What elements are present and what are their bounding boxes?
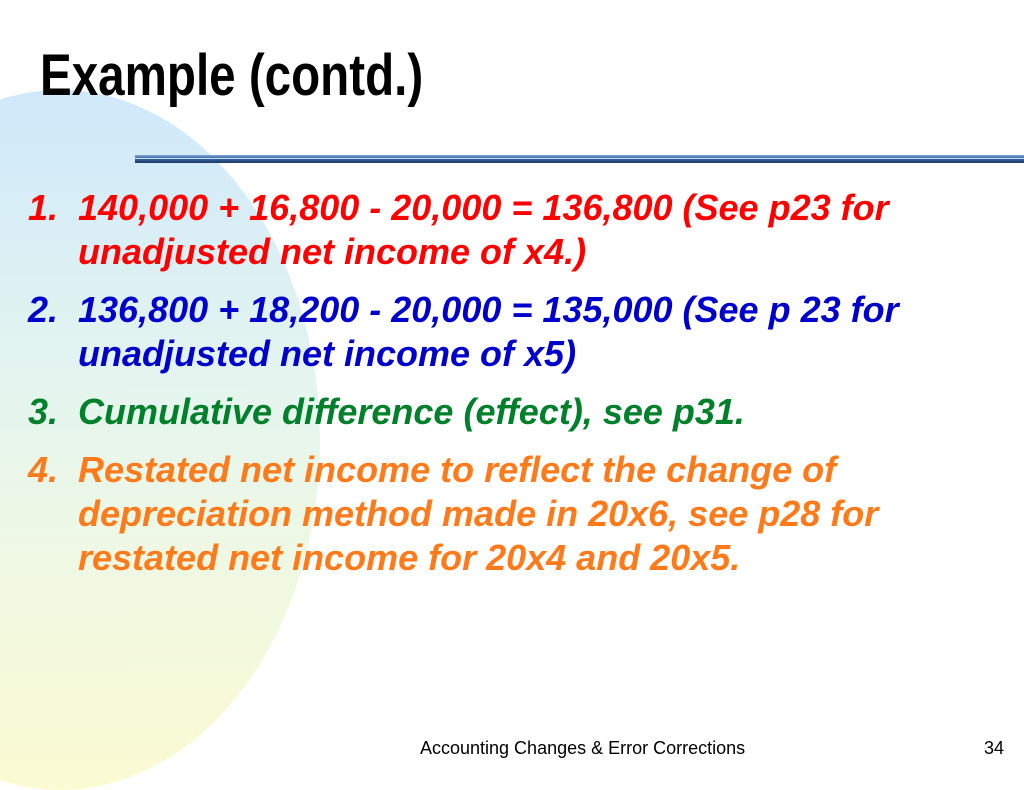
- item-number: 1.: [28, 187, 59, 228]
- item-number: 4.: [28, 449, 59, 490]
- list-item-3: [28, 390, 998, 434]
- slide-footer: [0, 738, 1024, 764]
- list-item-2: [28, 288, 998, 376]
- title-divider: [135, 155, 1024, 163]
- item-text: Cumulative difference (effect), see p31.: [78, 391, 745, 432]
- footer-text: Accounting Changes & Error Corrections: [420, 738, 746, 758]
- item-text: 136,800 + 18,200 - 20,000 = 135,000 (See p 23 for unadjusted net income of x5): [78, 289, 899, 374]
- item-number: 3.: [28, 391, 59, 432]
- item-list: [28, 186, 998, 594]
- page-number: 34: [983, 738, 1004, 758]
- item-text: 140,000 + 16,800 - 20,000 = 136,800 (See p23 for unadjusted net income of x4.): [78, 187, 889, 272]
- slide-title: Example (contd.): [40, 43, 424, 108]
- item-text: Restated net income to reflect the change of depreciation method made in 20x6, see p28 for restated net income for 20x4 and 20x5.: [78, 449, 879, 578]
- item-number: 2.: [28, 289, 59, 330]
- list-item-1: [28, 186, 998, 274]
- list-item-4: [28, 448, 998, 580]
